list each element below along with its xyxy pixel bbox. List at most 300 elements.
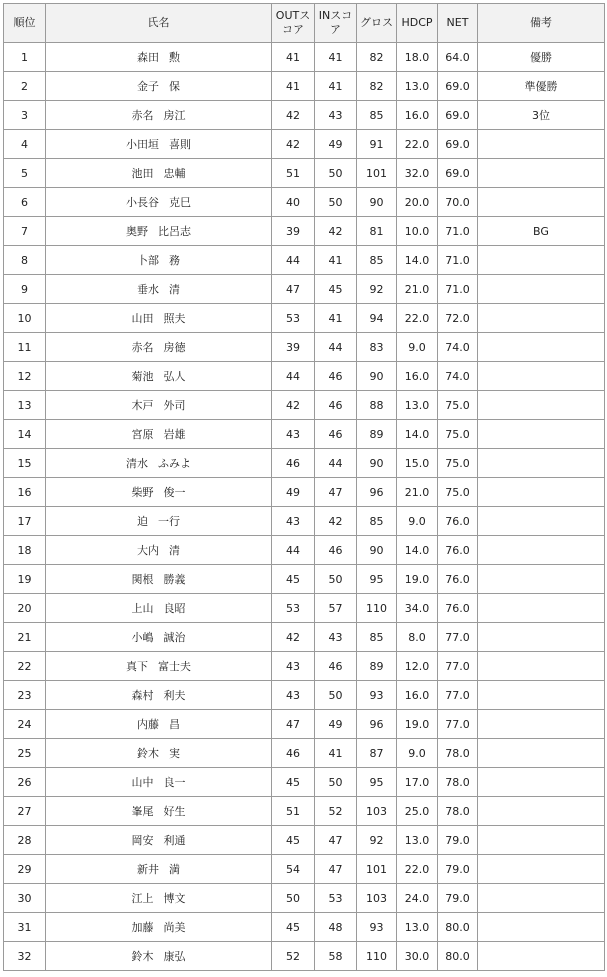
note-cell	[478, 681, 605, 710]
out-score-cell: 39	[272, 217, 315, 246]
out-score-cell: 45	[272, 565, 315, 594]
name-cell	[46, 826, 272, 855]
table-row	[4, 449, 605, 478]
in-score-cell: 47	[315, 478, 357, 507]
name-cell	[46, 942, 272, 971]
net-cell: 74.0	[438, 333, 478, 362]
rank-cell: 1	[4, 43, 46, 72]
given-name: ふみよ	[158, 457, 191, 470]
out-score-cell: 44	[272, 536, 315, 565]
family-name: 大内	[137, 544, 159, 557]
in-score-cell: 48	[315, 913, 357, 942]
in-score-cell: 41	[315, 72, 357, 101]
family-name: 峯尾	[131, 805, 154, 818]
in-score-cell: 46	[315, 536, 357, 565]
family-name: 山中	[131, 776, 154, 789]
family-name: 鈴木	[131, 950, 154, 963]
hdcp-cell: 16.0	[397, 101, 438, 130]
rank-cell: 23	[4, 681, 46, 710]
rank-cell: 5	[4, 159, 46, 188]
rank-cell: 30	[4, 884, 46, 913]
family-name: 森田	[137, 51, 159, 64]
name-cell	[46, 623, 272, 652]
family-name: 加藤	[131, 921, 154, 934]
family-name: 森村	[131, 689, 154, 702]
family-name: 江上	[131, 892, 154, 905]
gross-cell: 83	[357, 333, 397, 362]
gross-cell: 110	[357, 942, 397, 971]
family-name: 赤名	[131, 341, 154, 354]
gross-cell: 101	[357, 159, 397, 188]
rank-cell: 3	[4, 101, 46, 130]
given-name: 尚美	[163, 921, 186, 934]
out-score-cell: 45	[272, 826, 315, 855]
hdcp-cell: 14.0	[397, 420, 438, 449]
note-cell	[478, 652, 605, 681]
hdcp-cell: 18.0	[397, 43, 438, 72]
name-cell	[46, 565, 272, 594]
note-cell	[478, 594, 605, 623]
name-cell	[46, 188, 272, 217]
given-name: 良昭	[163, 602, 186, 615]
rank-cell: 28	[4, 826, 46, 855]
net-cell: 79.0	[438, 826, 478, 855]
given-name: 良一	[163, 776, 186, 789]
gross-cell: 85	[357, 507, 397, 536]
rank-cell: 12	[4, 362, 46, 391]
gross-cell: 110	[357, 594, 397, 623]
net-cell: 71.0	[438, 217, 478, 246]
gross-cell: 93	[357, 681, 397, 710]
net-cell: 76.0	[438, 594, 478, 623]
header-net: NET	[438, 4, 478, 43]
net-cell: 75.0	[438, 478, 478, 507]
family-name: 柴野	[131, 486, 154, 499]
family-name: 山田	[131, 312, 154, 325]
rank-cell: 11	[4, 333, 46, 362]
given-name: 一行	[158, 515, 180, 528]
family-name: 小嶋	[131, 631, 154, 644]
note-cell	[478, 536, 605, 565]
family-name: 卜部	[137, 254, 159, 267]
given-name: 実	[169, 747, 180, 760]
net-cell: 69.0	[438, 72, 478, 101]
out-score-cell: 52	[272, 942, 315, 971]
net-cell: 64.0	[438, 43, 478, 72]
given-name: 利通	[163, 834, 186, 847]
note-cell	[478, 739, 605, 768]
hdcp-cell: 9.0	[397, 333, 438, 362]
in-score-cell: 47	[315, 855, 357, 884]
gross-cell: 82	[357, 72, 397, 101]
note-cell	[478, 942, 605, 971]
out-score-cell: 46	[272, 449, 315, 478]
name-cell	[46, 420, 272, 449]
net-cell: 69.0	[438, 101, 478, 130]
out-score-cell: 45	[272, 913, 315, 942]
rank-cell: 9	[4, 275, 46, 304]
name-cell	[46, 275, 272, 304]
hdcp-cell: 22.0	[397, 855, 438, 884]
hdcp-cell: 13.0	[397, 913, 438, 942]
given-name: 忠輔	[163, 167, 186, 180]
in-score-cell: 58	[315, 942, 357, 971]
gross-cell: 101	[357, 855, 397, 884]
note-cell	[478, 478, 605, 507]
note-cell: BG	[478, 217, 605, 246]
net-cell: 79.0	[438, 855, 478, 884]
given-name: 昌	[169, 718, 180, 731]
rank-cell: 32	[4, 942, 46, 971]
table-row	[4, 623, 605, 652]
gross-cell: 90	[357, 449, 397, 478]
table-row	[4, 710, 605, 739]
given-name: 俊一	[163, 486, 186, 499]
gross-cell: 82	[357, 43, 397, 72]
rank-cell: 7	[4, 217, 46, 246]
gross-cell: 94	[357, 304, 397, 333]
note-cell	[478, 130, 605, 159]
net-cell: 79.0	[438, 884, 478, 913]
in-score-cell: 57	[315, 594, 357, 623]
note-cell	[478, 304, 605, 333]
hdcp-cell: 32.0	[397, 159, 438, 188]
net-cell: 72.0	[438, 304, 478, 333]
net-cell: 71.0	[438, 275, 478, 304]
out-score-cell: 42	[272, 391, 315, 420]
results-table	[3, 3, 605, 971]
net-cell: 77.0	[438, 623, 478, 652]
rank-cell: 21	[4, 623, 46, 652]
rank-cell: 26	[4, 768, 46, 797]
in-score-cell: 53	[315, 884, 357, 913]
table-row	[4, 101, 605, 130]
out-score-cell: 43	[272, 420, 315, 449]
table-row	[4, 188, 605, 217]
table-row	[4, 884, 605, 913]
hdcp-cell: 30.0	[397, 942, 438, 971]
given-name: 勝義	[163, 573, 186, 586]
out-score-cell: 44	[272, 362, 315, 391]
table-row	[4, 72, 605, 101]
given-name: 康弘	[163, 950, 186, 963]
given-name: 房徳	[163, 341, 186, 354]
given-name: 勲	[169, 51, 180, 64]
hdcp-cell: 10.0	[397, 217, 438, 246]
name-cell	[46, 72, 272, 101]
in-score-cell: 45	[315, 275, 357, 304]
in-score-cell: 44	[315, 449, 357, 478]
name-cell	[46, 159, 272, 188]
hdcp-cell: 21.0	[397, 478, 438, 507]
net-cell: 78.0	[438, 797, 478, 826]
out-score-cell: 40	[272, 188, 315, 217]
table-row	[4, 420, 605, 449]
gross-cell: 103	[357, 797, 397, 826]
table-row	[4, 304, 605, 333]
rank-cell: 16	[4, 478, 46, 507]
table-row	[4, 565, 605, 594]
name-cell	[46, 681, 272, 710]
family-name: 小田垣	[126, 138, 159, 151]
note-cell	[478, 507, 605, 536]
out-score-cell: 42	[272, 623, 315, 652]
net-cell: 76.0	[438, 565, 478, 594]
rank-cell: 19	[4, 565, 46, 594]
in-score-cell: 42	[315, 217, 357, 246]
family-name: 宮原	[131, 428, 154, 441]
table-row	[4, 43, 605, 72]
out-score-cell: 50	[272, 884, 315, 913]
in-score-cell: 50	[315, 681, 357, 710]
rank-cell: 18	[4, 536, 46, 565]
given-name: 誠治	[163, 631, 186, 644]
in-score-cell: 46	[315, 652, 357, 681]
table-row	[4, 246, 605, 275]
in-score-cell: 44	[315, 333, 357, 362]
name-cell	[46, 304, 272, 333]
hdcp-cell: 13.0	[397, 391, 438, 420]
rank-cell: 24	[4, 710, 46, 739]
hdcp-cell: 16.0	[397, 362, 438, 391]
family-name: 迫	[137, 515, 148, 528]
family-name: 内藤	[137, 718, 159, 731]
note-cell	[478, 855, 605, 884]
net-cell: 78.0	[438, 739, 478, 768]
in-score-cell: 43	[315, 101, 357, 130]
name-cell	[46, 710, 272, 739]
table-row	[4, 130, 605, 159]
in-score-cell: 41	[315, 246, 357, 275]
given-name: 好生	[163, 805, 186, 818]
gross-cell: 91	[357, 130, 397, 159]
note-cell	[478, 710, 605, 739]
header-rank: 順位	[4, 4, 46, 43]
in-score-cell: 41	[315, 304, 357, 333]
gross-cell: 90	[357, 188, 397, 217]
out-score-cell: 39	[272, 333, 315, 362]
out-score-cell: 43	[272, 681, 315, 710]
table-row	[4, 478, 605, 507]
in-score-cell: 46	[315, 420, 357, 449]
rank-cell: 14	[4, 420, 46, 449]
given-name: 清	[169, 544, 180, 557]
hdcp-cell: 9.0	[397, 507, 438, 536]
net-cell: 78.0	[438, 768, 478, 797]
rank-cell: 13	[4, 391, 46, 420]
in-score-cell: 46	[315, 391, 357, 420]
out-score-cell: 53	[272, 594, 315, 623]
family-name: 垂水	[137, 283, 159, 296]
family-name: 清水	[126, 457, 148, 470]
name-cell	[46, 478, 272, 507]
rank-cell: 22	[4, 652, 46, 681]
header-hdcp: HDCP	[397, 4, 438, 43]
name-cell	[46, 391, 272, 420]
table-row	[4, 391, 605, 420]
given-name: 克巳	[169, 196, 191, 209]
gross-cell: 90	[357, 536, 397, 565]
rank-cell: 2	[4, 72, 46, 101]
name-cell	[46, 855, 272, 884]
name-cell	[46, 768, 272, 797]
hdcp-cell: 9.0	[397, 739, 438, 768]
family-name: 新井	[137, 863, 159, 876]
in-score-cell: 50	[315, 768, 357, 797]
rank-cell: 17	[4, 507, 46, 536]
table-row	[4, 681, 605, 710]
gross-cell: 93	[357, 913, 397, 942]
family-name: 金子	[137, 80, 159, 93]
out-score-cell: 49	[272, 478, 315, 507]
in-score-cell: 43	[315, 623, 357, 652]
gross-cell: 85	[357, 246, 397, 275]
gross-cell: 92	[357, 275, 397, 304]
hdcp-cell: 12.0	[397, 652, 438, 681]
in-score-cell: 41	[315, 739, 357, 768]
gross-cell: 89	[357, 652, 397, 681]
net-cell: 76.0	[438, 507, 478, 536]
rank-cell: 8	[4, 246, 46, 275]
in-score-cell: 49	[315, 130, 357, 159]
gross-cell: 85	[357, 623, 397, 652]
table-row	[4, 507, 605, 536]
hdcp-cell: 14.0	[397, 536, 438, 565]
out-score-cell: 41	[272, 72, 315, 101]
in-score-cell: 47	[315, 826, 357, 855]
name-cell	[46, 130, 272, 159]
in-score-cell: 42	[315, 507, 357, 536]
name-cell	[46, 333, 272, 362]
table-row	[4, 536, 605, 565]
given-name: 照夫	[163, 312, 186, 325]
name-cell	[46, 536, 272, 565]
family-name: 池田	[131, 167, 154, 180]
note-cell	[478, 913, 605, 942]
note-cell	[478, 768, 605, 797]
family-name: 岡安	[131, 834, 154, 847]
family-name: 関根	[131, 573, 154, 586]
hdcp-cell: 15.0	[397, 449, 438, 478]
table-row	[4, 797, 605, 826]
in-score-cell: 52	[315, 797, 357, 826]
name-cell	[46, 652, 272, 681]
name-cell	[46, 594, 272, 623]
note-cell	[478, 797, 605, 826]
rank-cell: 31	[4, 913, 46, 942]
net-cell: 74.0	[438, 362, 478, 391]
note-cell: 準優勝	[478, 72, 605, 101]
rank-cell: 10	[4, 304, 46, 333]
net-cell: 69.0	[438, 159, 478, 188]
table-row	[4, 942, 605, 971]
gross-cell: 96	[357, 478, 397, 507]
note-cell	[478, 623, 605, 652]
out-score-cell: 46	[272, 739, 315, 768]
hdcp-cell: 17.0	[397, 768, 438, 797]
in-score-cell: 50	[315, 159, 357, 188]
net-cell: 70.0	[438, 188, 478, 217]
net-cell: 71.0	[438, 246, 478, 275]
table-row	[4, 159, 605, 188]
out-score-cell: 51	[272, 159, 315, 188]
note-cell	[478, 449, 605, 478]
name-cell	[46, 797, 272, 826]
net-cell: 77.0	[438, 710, 478, 739]
header-in-score: INスコア	[315, 4, 357, 43]
table-row	[4, 362, 605, 391]
given-name: 利夫	[163, 689, 186, 702]
gross-cell: 87	[357, 739, 397, 768]
out-score-cell: 42	[272, 101, 315, 130]
note-cell	[478, 246, 605, 275]
gross-cell: 92	[357, 826, 397, 855]
note-cell: 3位	[478, 101, 605, 130]
header-out-score: OUTスコア	[272, 4, 315, 43]
hdcp-cell: 13.0	[397, 826, 438, 855]
note-cell: 優勝	[478, 43, 605, 72]
hdcp-cell: 16.0	[397, 681, 438, 710]
hdcp-cell: 14.0	[397, 246, 438, 275]
net-cell: 75.0	[438, 391, 478, 420]
net-cell: 69.0	[438, 130, 478, 159]
gross-cell: 88	[357, 391, 397, 420]
rank-cell: 20	[4, 594, 46, 623]
family-name: 木戸	[131, 399, 154, 412]
out-score-cell: 51	[272, 797, 315, 826]
table-row	[4, 826, 605, 855]
family-name: 小長谷	[126, 196, 159, 209]
given-name: 外司	[163, 399, 186, 412]
out-score-cell: 47	[272, 710, 315, 739]
hdcp-cell: 22.0	[397, 304, 438, 333]
given-name: 保	[169, 80, 180, 93]
given-name: 岩雄	[163, 428, 186, 441]
out-score-cell: 41	[272, 43, 315, 72]
gross-cell: 96	[357, 710, 397, 739]
in-score-cell: 41	[315, 43, 357, 72]
note-cell	[478, 826, 605, 855]
family-name: 真下	[126, 660, 148, 673]
gross-cell: 81	[357, 217, 397, 246]
table-row	[4, 768, 605, 797]
name-cell	[46, 246, 272, 275]
net-cell: 80.0	[438, 913, 478, 942]
given-name: 喜則	[169, 138, 191, 151]
gross-cell: 103	[357, 884, 397, 913]
given-name: 富士夫	[158, 660, 191, 673]
note-cell	[478, 188, 605, 217]
name-cell	[46, 449, 272, 478]
note-cell	[478, 333, 605, 362]
family-name: 菊池	[131, 370, 154, 383]
rank-cell: 4	[4, 130, 46, 159]
net-cell: 77.0	[438, 681, 478, 710]
out-score-cell: 42	[272, 130, 315, 159]
hdcp-cell: 13.0	[397, 72, 438, 101]
table-row	[4, 739, 605, 768]
name-cell	[46, 507, 272, 536]
hdcp-cell: 25.0	[397, 797, 438, 826]
net-cell: 80.0	[438, 942, 478, 971]
results-body	[4, 43, 605, 971]
name-cell	[46, 43, 272, 72]
note-cell	[478, 362, 605, 391]
header-row	[4, 4, 605, 43]
hdcp-cell: 24.0	[397, 884, 438, 913]
hdcp-cell: 19.0	[397, 565, 438, 594]
gross-cell: 95	[357, 768, 397, 797]
